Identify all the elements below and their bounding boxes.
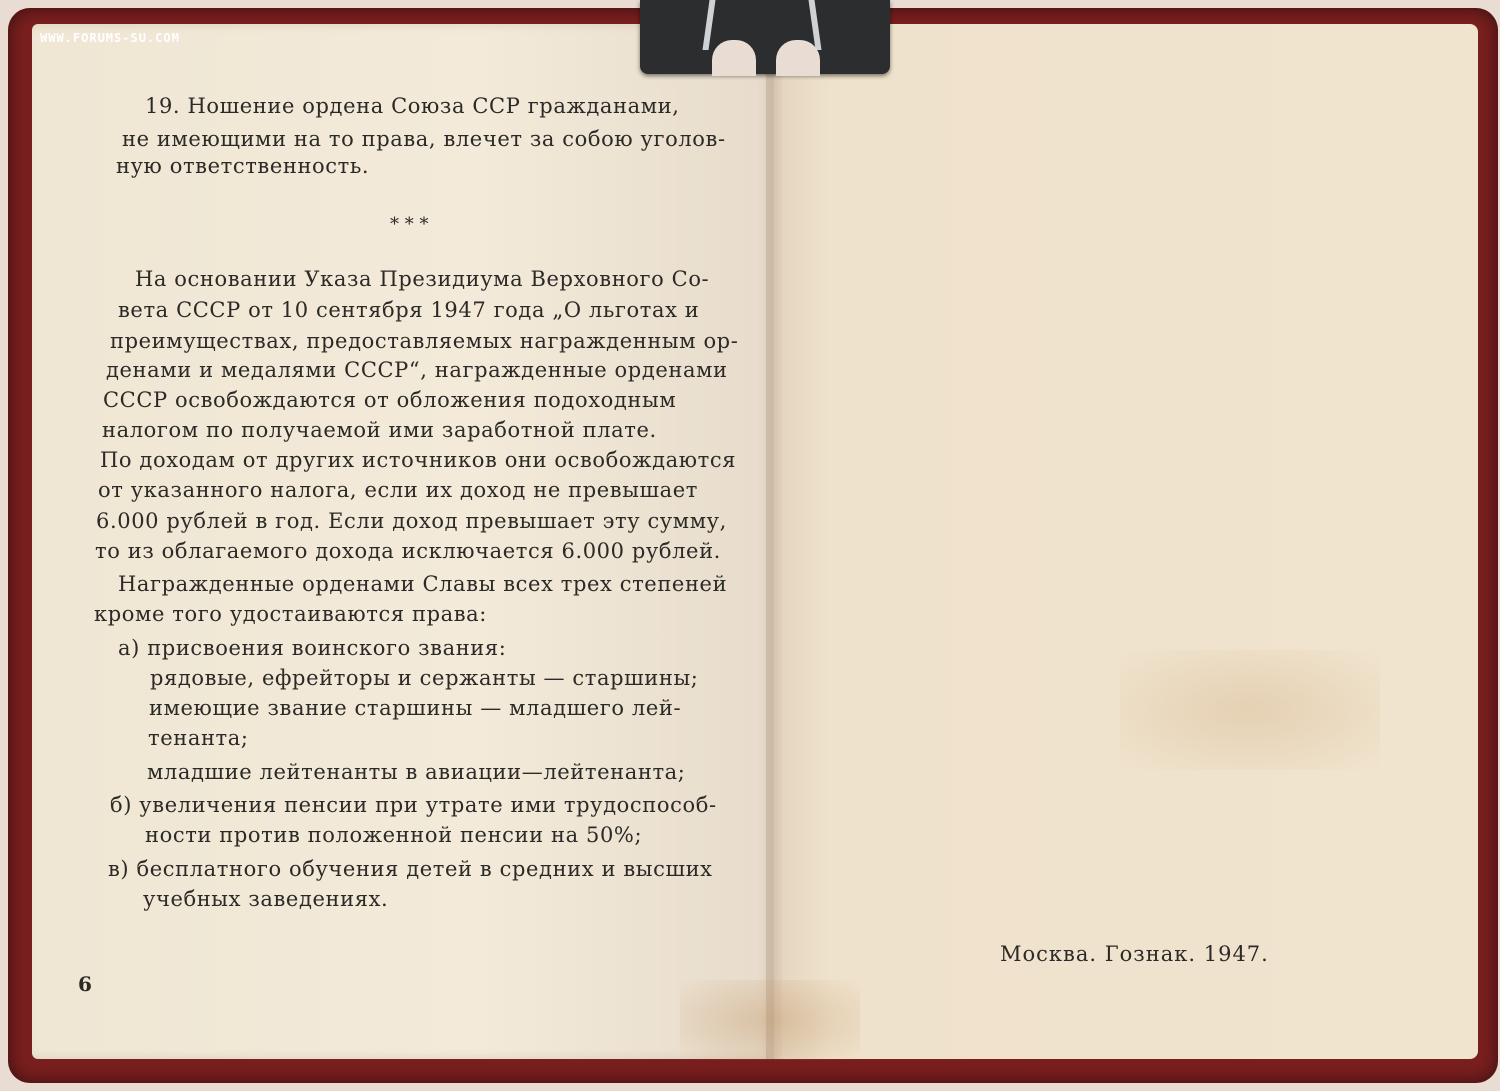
item-a-line: а) присвоения воинского звания:	[118, 636, 507, 660]
paper-stain	[1120, 650, 1380, 770]
publisher-imprint: Москва. Гознак. 1947.	[1000, 942, 1269, 966]
paper-stain	[680, 980, 860, 1060]
item-a-line: рядовые, ефрейторы и сержанты — старшины;	[150, 666, 699, 690]
glory-line: кроме того удостаиваются права:	[94, 602, 487, 626]
decree-line: По доходам от других источников они освобождаются	[100, 448, 737, 472]
decree-line: На основании Указа Президиума Верховного Со-	[135, 267, 710, 291]
clip-notch	[776, 40, 820, 76]
glory-line: Награжденные орденами Славы всех трех степеней	[118, 572, 728, 596]
right-page	[774, 24, 1478, 1059]
decree-line: вета СССР от 10 сентября 1947 года „О льготах и	[118, 298, 700, 322]
decree-line: денами и медалями СССР“, награжденные орденами	[106, 358, 728, 382]
decree-line: 6.000 рублей в год. Если доход превышает эту сумму,	[96, 509, 727, 533]
decree-line: от указанного налога, если их доход не превышает	[98, 478, 699, 502]
item-c-line: учебных заведениях.	[143, 887, 389, 911]
paragraph-19-line: ную ответственность.	[116, 154, 370, 178]
clip-notch	[712, 40, 756, 76]
clip-wire	[702, 0, 715, 50]
decree-line: налогом по получаемой ими заработной плате.	[102, 418, 657, 442]
page-number: 6	[78, 972, 92, 996]
item-b-line: ности против положенной пенсии на 50%;	[145, 823, 643, 847]
item-b-line: б) увеличения пенсии при утрате ими трудоспособ-	[110, 793, 717, 817]
booklet-spine	[766, 24, 782, 1059]
decree-line: СССР освобождаются от обложения подоходным	[103, 388, 677, 412]
item-a-line: тенанта;	[148, 726, 249, 750]
decree-line: преимуществах, предоставляемых награжденным ор-	[110, 329, 739, 353]
item-c-line: в) бесплатного обучения детей в средних и высших	[108, 857, 713, 881]
paragraph-19-line: 19. Ношение ордена Союза ССР гражданами,	[145, 94, 680, 118]
separator-asterisks: * * *	[390, 214, 429, 235]
watermark-text: WWW.FORUMS-SU.COM	[40, 31, 180, 45]
binder-clip	[640, 0, 890, 74]
paragraph-19-line: не имеющими на то права, влечет за собою уголов-	[122, 127, 726, 151]
decree-line: то из облагаемого дохода исключается 6.000 рублей.	[95, 539, 721, 563]
item-a-line: младшие лейтенанты в авиации—лейтенанта;	[147, 760, 686, 784]
item-a-line: имеющие звание старшины — младшего лей-	[149, 696, 682, 720]
